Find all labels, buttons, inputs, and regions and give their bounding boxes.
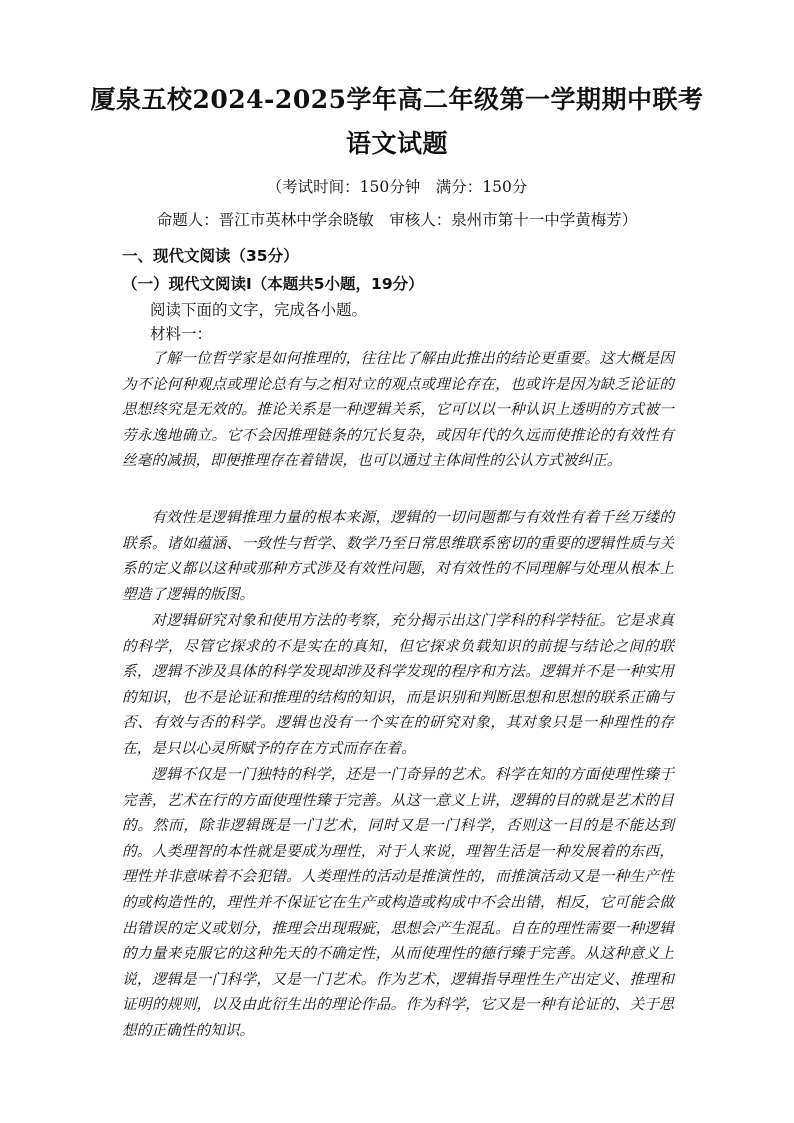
exam-time-info: （考试时间：150分钟 满分：150分 xyxy=(266,178,528,196)
exam-title: 厦泉五校2024-2025学年高二年级第一学期期中联考 xyxy=(90,85,704,114)
paragraph-1: 了解一位哲学家是如何推理的，往往比了解由此推出的结论更重要。这大概是因为不论何种观点或理论总有与之相对立的观点或理论存在，也或许是因为缺乏论证的思想终究是无效的。推论关系是一种逻辑关系，它可以以一种认识上透明的方式被一劳永逸地确立。它不会因推理链条的冗长复杂，或因年代的久远而使推论的有效性有丝毫的减损，即便推理存在着错误，也可以通过主体间性的公认方式被纠正。 xyxy=(122,350,674,470)
paragraph-2: 有效性是逻辑推理力量的根本来源，逻辑的一切问题都与有效性有着千丝万缕的联系。诸如蕴涵、一致性与哲学、数学乃至日常思维联系密切的重要的逻辑性质与关系的定义都以这种或那种方式涉及有效性问题，对有效性的不同理解与处理从根本上塑造了逻辑的版图。 xyxy=(122,509,674,603)
material-label: 材料一： xyxy=(150,325,213,343)
paragraph-4: 逻辑不仅是一门独特的科学，还是一门奇异的艺术。科学在知的方面使理性臻于完善，艺术在行的方面使理性臻于完善。从这一意义上讲，逻辑的目的就是艺术的目的。然而，除非逻辑既是一门艺术，同时又是一门科学，否则这一目的是不能达到的。人类理智的本性就是要成为理性，对于人来说，理智生活是一种发展着的东西，理性并非意味着不会犯错。人类理性的活动是推演性的，而推演活动又是一种生产性的或构造性的，理性并不保证它在生产或构造或构成中不会出错，相反，它可能会做出错误的定义或划分，推理会出现瑕疵，思想会产生混乱。自在的理性需要一种逻辑的力量来克服它的这种先天的不确定性，从而使理性的德行臻于完善。从这种意义上说，逻辑是一门科学，又是一门艺术。作为艺术，逻辑指导理性生产出定义、推理和证明的规则，以及由此衍生出的理论作品。作为科学，它又是一种有论证的、关于思想的正确性的知识。 xyxy=(122,766,674,1039)
subsection-heading: （一）现代文阅读Ⅰ（本题共5小题，19分） xyxy=(122,275,424,293)
exam-subject: 语文试题 xyxy=(345,129,448,158)
section-heading: 一、现代文阅读（35分） xyxy=(122,247,299,265)
reading-instruction: 阅读下面的文字，完成各小题。 xyxy=(150,301,368,319)
paragraph-3: 对逻辑研究对象和使用方法的考察，充分揭示出这门学科的科学特征。它是求真的科学，尽管它探求的不是实在的真知，但它探求负载知识的前提与结论之间的联系，逻辑不涉及具体的科学发现却涉及科学发现的程序和方法。逻辑并不是一种实用的知识，也不是论证和推理的结构的知识，而是识别和判断思想和思想的联系正确与否、有效与否的科学。逻辑也没有一个实在的研究对象，其对象只是一种理性的存在，是只以心灵所赋予的存在方式而存在着。 xyxy=(122,612,674,757)
exam-authors: 命题人：晋江市英林中学余晓敏 审核人：泉州市第十一中学黄梅芳） xyxy=(156,211,638,229)
